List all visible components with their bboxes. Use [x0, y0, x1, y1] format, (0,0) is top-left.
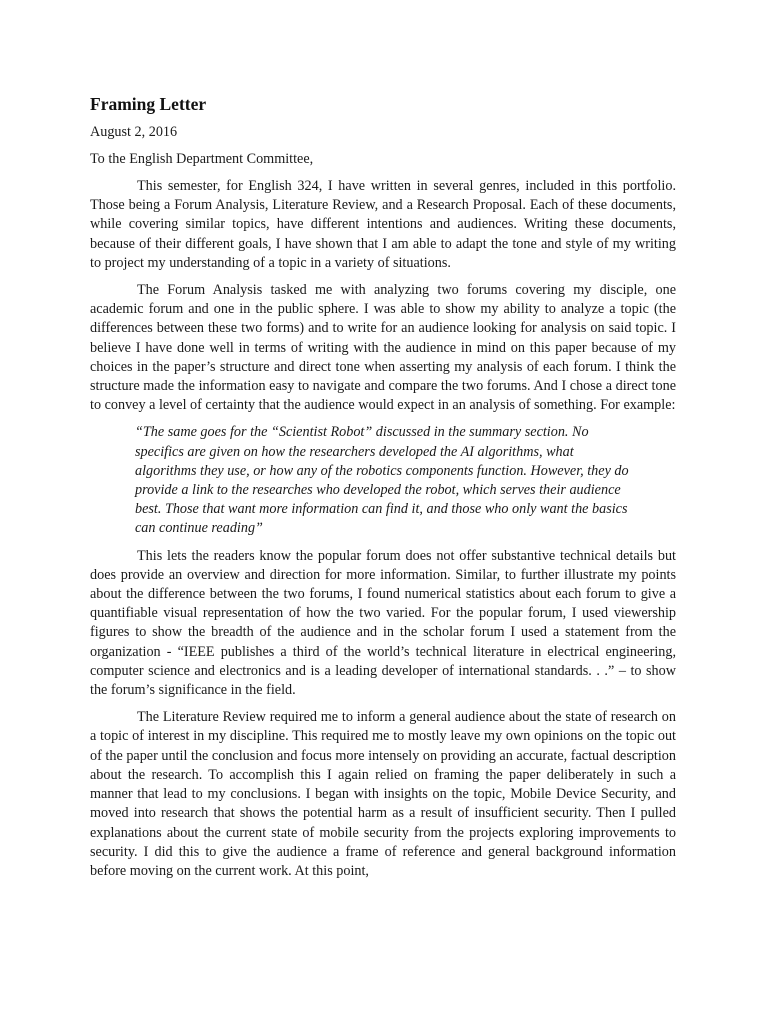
- document-title: Framing Letter: [90, 94, 207, 114]
- document-body: [90, 93, 676, 889]
- block-quote: “The same goes for the “Scientist Robot” discussed in the summary section. No specifics are given on how the researchers developed the AI algorithms, what algorithms they use, or how any of the robotics components function. However, they do provide a link to the researches who developed the robot, which serves their audience best. Those that want more information can find it, and those who only want the basics can continue reading”: [135, 424, 629, 537]
- salutation: To the English Department Committee,: [90, 151, 314, 167]
- letter-date: August 2, 2016: [90, 124, 178, 140]
- paragraph-forum-followup: This lets the readers know the popular forum does not offer substantive technical details but does provide an overview and direction for more information. Similar, to further illustrate my points about the difference between the two forums, I found numerical statistics about each forum to give a quantifiable visual representation of how the two varied. For the popular forum, I used viewership figures to show the breadth of the audience and in the scholar forum I used a statement from the organization - “IEEE publishes a third of the world’s technical literature in electrical engineering, computer science and electronics and is a leading developer of international standards. . .” – to show the forum’s significance in the field.: [90, 547, 676, 699]
- paragraph-forum-analysis: The Forum Analysis tasked me with analyzing two forums covering my disciple, one academic forum and one in the public sphere. I was able to show my ability to analyze a topic (the differences between these two forms) and to write for an audience looking for analysis on said topic. I believe I have done well in terms of writing with the audience in mind on this paper because of my choices in the paper’s structure and direct tone when asserting my analysis of each forum. I think the structure made the information easy to navigate and compare the two forums. And I chose a direct tone to convey a level of certainty that the audience would expect in an analysis of something. For example:: [90, 282, 676, 414]
- paragraph-literature-review: The Literature Review required me to inform a general audience about the state of research on a topic of interest in my discipline. This required me to mostly leave my own opinions on the topic out of the paper until the conclusion and focus more intensely on providing an accurate, factual description about the research. To accomplish this I again relied on framing the paper deliberately in such a manner that lead to my conclusions. I began with insights on the topic, Mobile Device Security, and moved into research that shows the potential harm as a result of insufficient security. Then I pulled explanations about the current state of mobile security from the projects exploring improvements to security. I did this to give the audience a frame of reference and general background information before moving on the current work. At this point,: [90, 709, 676, 879]
- paragraph-intro: This semester, for English 324, I have written in several genres, included in this portfolio. Those being a Forum Analysis, Literature Review, and a Research Proposal. Each of these documents, while covering similar topics, have different intentions and audiences. Writing these documents, because of their different goals, I have shown that I am able to adapt the tone and style of my writing to project my understanding of a topic in a variety of situations.: [90, 178, 676, 271]
